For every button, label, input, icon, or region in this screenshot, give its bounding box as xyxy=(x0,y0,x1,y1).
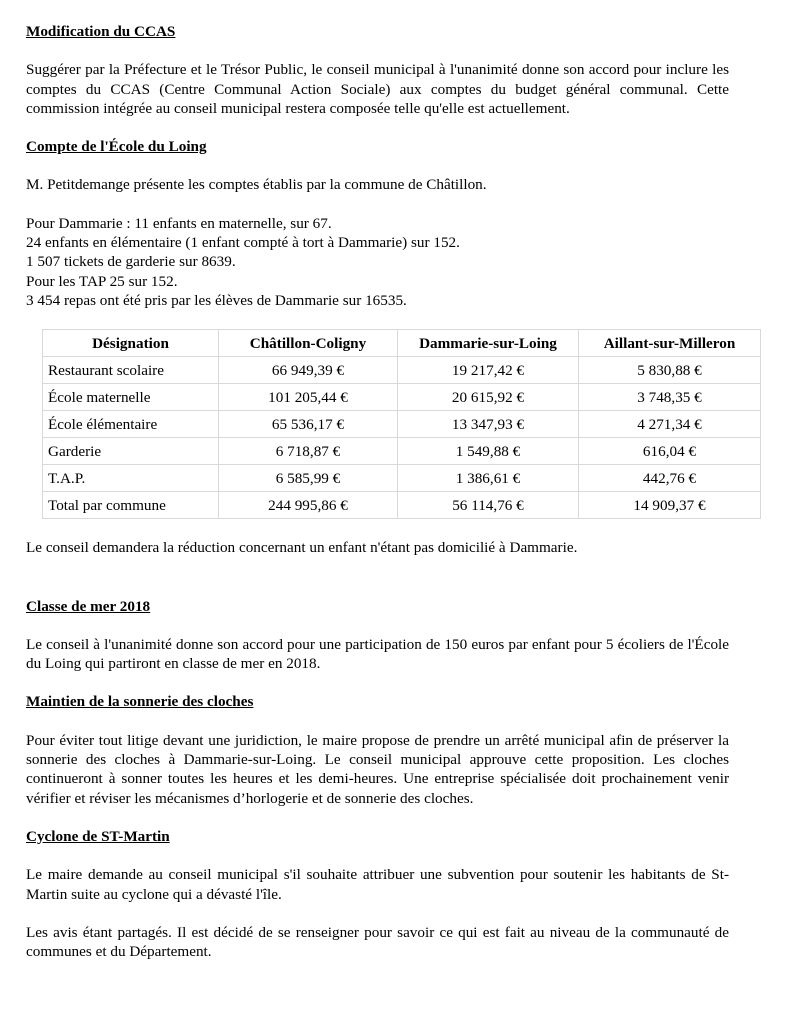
row-label: Restaurant scolaire xyxy=(43,357,219,384)
cyclone-paragraph-1: Le maire demande au conseil municipal s'il souhaite attribuer une subvention pour soutenir les habitants de St-Martin suite au cyclone qui a dévasté l'île. xyxy=(26,866,729,903)
stat-line: Pour les TAP 25 sur 152. xyxy=(26,272,178,290)
cell-value: 3 748,35 € xyxy=(579,384,761,411)
row-label: École élémentaire xyxy=(43,411,219,438)
row-label: Total par commune xyxy=(43,492,219,519)
col-header-designation: Désignation xyxy=(43,330,219,357)
cell-value: 442,76 € xyxy=(579,465,761,492)
ecole-intro: M. Petitdemange présente les comptes établis par la commune de Châtillon. xyxy=(26,176,487,194)
cell-value: 19 217,42 € xyxy=(398,357,579,384)
cell-value: 1 386,61 € xyxy=(398,465,579,492)
stat-line: 24 enfants en élémentaire (1 enfant compté à tort à Dammarie) sur 152. xyxy=(26,234,460,252)
row-label: École maternelle xyxy=(43,384,219,411)
cell-value: 20 615,92 € xyxy=(398,384,579,411)
ecole-stats xyxy=(26,214,729,310)
table-row xyxy=(43,438,761,465)
col-header-dammarie: Dammarie-sur-Loing xyxy=(398,330,579,357)
cell-value: 6 718,87 € xyxy=(219,438,398,465)
stat-line: 3 454 repas ont été pris par les élèves de Dammarie sur 16535. xyxy=(26,291,407,309)
cell-value: 65 536,17 € xyxy=(219,411,398,438)
section-title-cloches: Maintien de la sonnerie des cloches xyxy=(26,693,254,711)
ecole-conclusion: Le conseil demandera la réduction concernant un enfant n'étant pas domicilié à Dammarie. xyxy=(26,539,578,557)
cost-table xyxy=(42,329,761,519)
cell-value: 101 205,44 € xyxy=(219,384,398,411)
cyclone-paragraph-2: Les avis étant partagés. Il est décidé de se renseigner pour savoir ce qui est fait au niveau de la communauté de communes et du Département. xyxy=(26,923,729,961)
cell-value: 56 114,76 € xyxy=(398,492,579,519)
table-row xyxy=(43,357,761,384)
table-row xyxy=(43,465,761,492)
stat-line: 1 507 tickets de garderie sur 8639. xyxy=(26,253,236,271)
cell-value: 616,04 € xyxy=(579,438,761,465)
cell-value: 14 909,37 € xyxy=(579,492,761,519)
section-title-mer: Classe de mer 2018 xyxy=(26,597,151,615)
section-title-ccas: Modification du CCAS xyxy=(26,23,176,40)
col-header-aillant: Aillant-sur-Milleron xyxy=(579,330,761,357)
section-title-ecole: Compte de l'École du Loing xyxy=(26,138,207,156)
table-header-row xyxy=(43,330,761,357)
mer-paragraph: Le conseil à l'unanimité donne son accord pour une participation de 150 euros par enfant pour 5 écoliers de l'École du Loing qui partiront en classe de mer en 2018. xyxy=(26,635,729,673)
cell-value: 1 549,88 € xyxy=(398,438,579,465)
cell-value: 5 830,88 € xyxy=(579,357,761,384)
cloches-paragraph: Pour éviter tout litige devant une juridiction, le maire propose de prendre un arrêté municipal afin de préserver la sonnerie des cloches à Dammarie-sur-Loing. Le conseil municipal approuve cette proposition. Les cloches continueront à sonner toutes les heures et les demi-heures. Une entreprise spécialisée doit prochainement venir vérifier et réviser les mécanismes d’horlogerie et de sonnerie des cloches. xyxy=(26,731,729,807)
row-label: Garderie xyxy=(43,438,219,465)
row-label: T.A.P. xyxy=(43,465,219,492)
cell-value: 6 585,99 € xyxy=(219,465,398,492)
cell-value: 13 347,93 € xyxy=(398,411,579,438)
col-header-chatillon: Châtillon-Coligny xyxy=(219,330,398,357)
table-row-total xyxy=(43,492,761,519)
table-row xyxy=(43,411,761,438)
table-row xyxy=(43,384,761,411)
document-page xyxy=(26,22,736,961)
section-title-cyclone: Cyclone de ST-Martin xyxy=(26,827,170,845)
cell-value: 66 949,39 € xyxy=(219,357,398,384)
cell-value: 4 271,34 € xyxy=(579,411,761,438)
ccas-paragraph: Suggérer par la Préfecture et le Trésor Public, le conseil municipal à l'unanimité donne son accord pour inclure les comptes du CCAS (Centre Communal Action Sociale) aux comptes du budget général communal. Cette commission intégrée au conseil municipal restera composée telle qu'elle est actuellement. xyxy=(26,61,729,117)
cell-value: 244 995,86 € xyxy=(219,492,398,519)
stat-line: Pour Dammarie : 11 enfants en maternelle, sur 67. xyxy=(26,214,332,232)
